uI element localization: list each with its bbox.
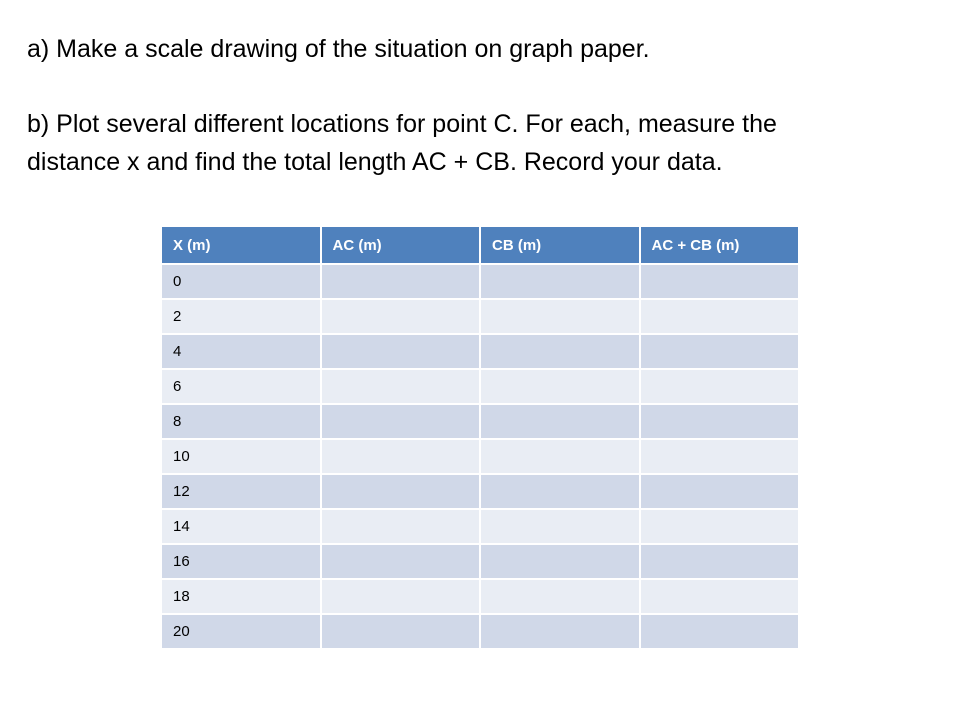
instruction-part-b-line-1: b) Plot several different locations for point C. For each, measure the — [27, 110, 777, 138]
cell-ac-plus-cb[interactable] — [640, 579, 800, 614]
header-x: X (m) — [161, 226, 321, 264]
cell-x[interactable]: 0 — [161, 264, 321, 299]
cell-ac-plus-cb[interactable] — [640, 334, 800, 369]
cell-ac[interactable] — [321, 509, 481, 544]
cell-cb[interactable] — [480, 614, 640, 649]
table-row — [161, 544, 799, 579]
cell-cb[interactable] — [480, 404, 640, 439]
cell-ac-plus-cb[interactable] — [640, 264, 800, 299]
cell-ac-plus-cb[interactable] — [640, 299, 800, 334]
cell-ac[interactable] — [321, 334, 481, 369]
cell-ac-plus-cb[interactable] — [640, 369, 800, 404]
cell-ac[interactable] — [321, 369, 481, 404]
header-cb: CB (m) — [480, 226, 640, 264]
cell-x[interactable]: 8 — [161, 404, 321, 439]
cell-cb[interactable] — [480, 474, 640, 509]
cell-ac[interactable] — [321, 544, 481, 579]
cell-cb[interactable] — [480, 579, 640, 614]
cell-x[interactable]: 18 — [161, 579, 321, 614]
cell-x[interactable]: 14 — [161, 509, 321, 544]
data-table — [160, 225, 800, 650]
instruction-part-b-line-2: distance x and find the total length AC + CB. Record your data. — [27, 148, 723, 176]
cell-ac[interactable] — [321, 264, 481, 299]
instructions-text — [27, 30, 937, 181]
cell-x[interactable]: 4 — [161, 334, 321, 369]
table-row — [161, 579, 799, 614]
cell-ac-plus-cb[interactable] — [640, 544, 800, 579]
cell-cb[interactable] — [480, 264, 640, 299]
cell-x[interactable]: 12 — [161, 474, 321, 509]
cell-ac[interactable] — [321, 579, 481, 614]
table-row — [161, 264, 799, 299]
cell-cb[interactable] — [480, 369, 640, 404]
cell-x[interactable]: 6 — [161, 369, 321, 404]
cell-ac[interactable] — [321, 439, 481, 474]
cell-ac[interactable] — [321, 614, 481, 649]
cell-ac-plus-cb[interactable] — [640, 474, 800, 509]
table-row — [161, 334, 799, 369]
cell-cb[interactable] — [480, 509, 640, 544]
table-row — [161, 369, 799, 404]
cell-x[interactable]: 16 — [161, 544, 321, 579]
cell-x[interactable]: 10 — [161, 439, 321, 474]
cell-cb[interactable] — [480, 439, 640, 474]
table-row — [161, 614, 799, 649]
table-row — [161, 439, 799, 474]
table-header-row — [161, 226, 799, 264]
header-ac-plus-cb: AC + CB (m) — [640, 226, 800, 264]
table-row — [161, 474, 799, 509]
cell-x[interactable]: 2 — [161, 299, 321, 334]
instruction-part-a: a) Make a scale drawing of the situation on graph paper. — [27, 35, 650, 63]
cell-x[interactable]: 20 — [161, 614, 321, 649]
cell-ac-plus-cb[interactable] — [640, 614, 800, 649]
table-row — [161, 299, 799, 334]
cell-ac-plus-cb[interactable] — [640, 439, 800, 474]
cell-ac[interactable] — [321, 299, 481, 334]
cell-cb[interactable] — [480, 334, 640, 369]
cell-ac-plus-cb[interactable] — [640, 509, 800, 544]
table-row — [161, 509, 799, 544]
header-ac: AC (m) — [321, 226, 481, 264]
cell-cb[interactable] — [480, 299, 640, 334]
cell-ac[interactable] — [321, 404, 481, 439]
cell-ac[interactable] — [321, 474, 481, 509]
cell-cb[interactable] — [480, 544, 640, 579]
table-row — [161, 404, 799, 439]
cell-ac-plus-cb[interactable] — [640, 404, 800, 439]
